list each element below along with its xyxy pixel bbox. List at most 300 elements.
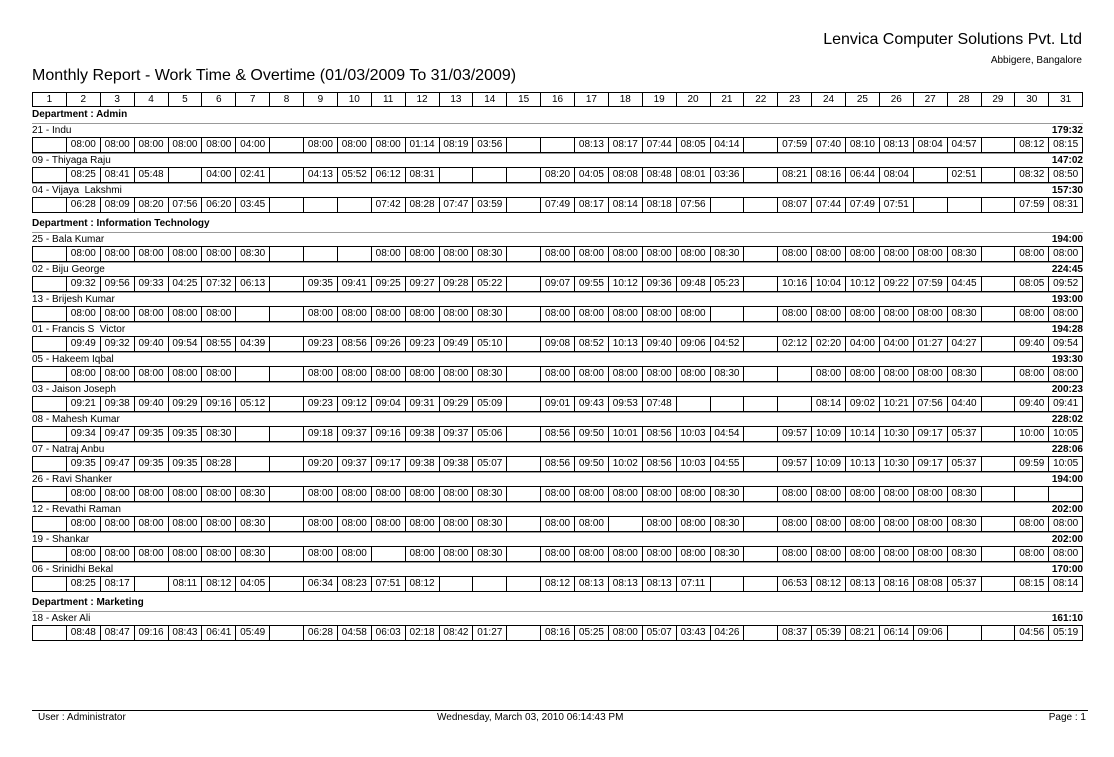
footer-datetime: Wednesday, March 03, 2010 06:14:43 PM: [437, 712, 624, 723]
employee-total: 202:00: [1051, 534, 1083, 545]
day-time-cell: 02:18: [405, 626, 439, 640]
day-time-cell: [743, 427, 777, 441]
day-time-cell: 08:32: [1014, 168, 1048, 182]
employee-row: [32, 123, 1083, 137]
day-time-cell: [33, 367, 66, 381]
day-time-cell: 09:34: [66, 427, 100, 441]
day-time-cell: 01:27: [913, 337, 947, 351]
day-time-cell: 08:00: [608, 247, 642, 261]
day-time-cell: 09:50: [574, 427, 608, 441]
day-time-cell: 08:30: [472, 517, 506, 531]
day-time-cell: 08:14: [1048, 577, 1082, 591]
day-time-cell: 08:00: [201, 247, 235, 261]
day-time-cell: 10:13: [608, 337, 642, 351]
day-time-cell: 09:41: [337, 277, 371, 291]
employee-row: [32, 322, 1083, 336]
day-time-cell: 08:00: [913, 247, 947, 261]
day-time-cell: 10:00: [1014, 427, 1048, 441]
day-time-cell: [981, 517, 1015, 531]
day-time-cell: [269, 337, 303, 351]
day-time-cell: 08:56: [642, 457, 676, 471]
day-time-cell: [303, 198, 337, 212]
day-time-cell: [710, 577, 744, 591]
day-time-cell: [269, 168, 303, 182]
day-time-cell: [33, 577, 66, 591]
day-time-cell: 07:59: [1014, 198, 1048, 212]
day-header-cell: 28: [947, 93, 981, 106]
employee-total: 147:02: [1051, 155, 1083, 166]
day-time-cell: 08:56: [337, 337, 371, 351]
day-header-cell: 26: [879, 93, 913, 106]
day-time-cell: 08:00: [540, 517, 574, 531]
employee-total: 224:45: [1051, 264, 1083, 275]
day-time-cell: 09:18: [303, 427, 337, 441]
day-time-cell: 10:09: [811, 427, 845, 441]
day-time-cell: [269, 367, 303, 381]
day-time-cell: [981, 277, 1015, 291]
day-time-cell: 08:00: [168, 547, 202, 561]
day-time-cell: 09:32: [100, 337, 134, 351]
day-time-cell: 08:00: [642, 307, 676, 321]
day-time-cell: [743, 547, 777, 561]
day-time-cell: 08:00: [608, 307, 642, 321]
day-time-cell: 07:56: [676, 198, 710, 212]
day-time-cell: 09:35: [134, 427, 168, 441]
day-time-cell: 08:00: [811, 487, 845, 501]
day-time-cell: 08:00: [845, 547, 879, 561]
day-time-cell: 09:27: [405, 277, 439, 291]
day-time-cell: 10:14: [845, 427, 879, 441]
day-time-cell: 08:08: [913, 577, 947, 591]
report-title: Monthly Report - Work Time & Overtime (01/03/2009 To 31/03/2009): [32, 67, 517, 84]
day-time-cell: [439, 577, 473, 591]
employee-day-times: [32, 456, 1083, 472]
day-time-cell: [33, 517, 66, 531]
day-time-cell: 10:30: [879, 457, 913, 471]
day-time-cell: 08:00: [574, 487, 608, 501]
day-time-cell: [743, 277, 777, 291]
day-time-cell: 04:05: [235, 577, 269, 591]
day-time-cell: 08:00: [845, 247, 879, 261]
day-time-cell: 08:48: [66, 626, 100, 640]
day-time-cell: 10:09: [811, 457, 845, 471]
employee-total: 194:00: [1051, 234, 1083, 245]
day-time-cell: [506, 367, 540, 381]
employee-name: 25 - Bala Kumar: [32, 234, 105, 245]
day-time-cell: 05:49: [235, 626, 269, 640]
employee-name: 18 - Asker Ali: [32, 613, 91, 624]
day-time-cell: 09:17: [913, 427, 947, 441]
day-time-cell: 08:05: [676, 138, 710, 152]
day-time-cell: 09:38: [439, 457, 473, 471]
day-time-cell: 08:00: [642, 487, 676, 501]
day-time-cell: [269, 138, 303, 152]
day-header-cell: 19: [642, 93, 676, 106]
day-time-cell: 08:00: [371, 367, 405, 381]
day-time-cell: [506, 397, 540, 411]
day-time-cell: 08:52: [574, 337, 608, 351]
employee-name: 01 - Francis S Victor: [32, 324, 126, 335]
employee-day-times: [32, 246, 1083, 262]
day-time-cell: [33, 626, 66, 640]
day-time-cell: [981, 307, 1015, 321]
day-time-cell: 09:52: [1048, 277, 1082, 291]
employee-day-times: [32, 625, 1083, 641]
day-time-cell: 08:13: [879, 138, 913, 152]
day-time-cell: 08:09: [100, 198, 134, 212]
day-time-cell: 08:00: [168, 517, 202, 531]
day-time-cell: 08:00: [303, 138, 337, 152]
day-time-cell: 07:11: [676, 577, 710, 591]
day-time-cell: [235, 427, 269, 441]
day-time-cell: 04:39: [235, 337, 269, 351]
day-time-cell: 09:29: [439, 397, 473, 411]
day-time-cell: 08:30: [472, 367, 506, 381]
day-time-cell: [506, 457, 540, 471]
day-time-cell: 08:00: [66, 247, 100, 261]
day-time-cell: 08:30: [235, 517, 269, 531]
report-body: [32, 107, 1083, 641]
day-time-cell: 08:00: [168, 307, 202, 321]
day-time-cell: [743, 337, 777, 351]
day-time-cell: 09:31: [405, 397, 439, 411]
day-time-cell: 09:16: [201, 397, 235, 411]
day-time-cell: [743, 577, 777, 591]
day-time-cell: [743, 168, 777, 182]
day-time-cell: 07:42: [371, 198, 405, 212]
day-time-cell: 08:42: [439, 626, 473, 640]
day-time-cell: 10:05: [1048, 427, 1082, 441]
day-header-cell: 22: [743, 93, 777, 106]
day-time-cell: 08:25: [66, 168, 100, 182]
day-time-cell: [506, 487, 540, 501]
employee-total: 157:30: [1051, 185, 1083, 196]
day-time-cell: 06:13: [235, 277, 269, 291]
day-time-cell: [33, 247, 66, 261]
day-header-cell: 14: [472, 93, 506, 106]
day-time-cell: 09:36: [642, 277, 676, 291]
day-header-cell: 4: [134, 93, 168, 106]
day-time-cell: [540, 138, 574, 152]
day-time-cell: 08:00: [1048, 307, 1082, 321]
day-time-cell: 08:14: [608, 198, 642, 212]
day-time-cell: 10:12: [608, 277, 642, 291]
day-time-cell: 09:40: [1014, 337, 1048, 351]
day-time-cell: 09:40: [642, 337, 676, 351]
day-time-cell: [506, 307, 540, 321]
day-time-cell: 06:14: [879, 626, 913, 640]
day-time-cell: 10:30: [879, 427, 913, 441]
day-time-cell: 08:00: [337, 487, 371, 501]
day-time-cell: 09:37: [337, 457, 371, 471]
day-time-cell: 08:37: [777, 626, 811, 640]
day-time-cell: 08:00: [66, 307, 100, 321]
day-time-cell: 08:00: [1014, 367, 1048, 381]
day-time-cell: 08:00: [540, 247, 574, 261]
day-time-cell: 05:10: [472, 337, 506, 351]
day-time-cell: 09:20: [303, 457, 337, 471]
employee-row: [32, 153, 1083, 167]
day-time-cell: 08:30: [235, 487, 269, 501]
day-time-cell: 08:00: [642, 367, 676, 381]
day-time-cell: [269, 547, 303, 561]
day-time-cell: 08:00: [777, 487, 811, 501]
day-time-cell: 08:00: [845, 487, 879, 501]
day-time-cell: [981, 138, 1015, 152]
day-time-cell: 08:12: [540, 577, 574, 591]
day-time-cell: 09:59: [1014, 457, 1048, 471]
day-time-cell: 08:00: [540, 367, 574, 381]
employee-day-times: [32, 137, 1083, 153]
day-time-cell: 08:00: [574, 247, 608, 261]
day-time-cell: 10:05: [1048, 457, 1082, 471]
day-header-cell: 18: [608, 93, 642, 106]
day-time-cell: 04:00: [845, 337, 879, 351]
day-time-cell: 08:00: [303, 487, 337, 501]
day-time-cell: 04:13: [303, 168, 337, 182]
day-time-cell: 09:40: [134, 397, 168, 411]
day-time-cell: [472, 168, 506, 182]
employee-day-times: [32, 576, 1083, 592]
employee-name: 26 - Ravi Shanker: [32, 474, 113, 485]
day-time-cell: 05:37: [947, 577, 981, 591]
day-time-cell: 08:00: [405, 517, 439, 531]
day-time-cell: 08:18: [642, 198, 676, 212]
day-time-cell: [33, 487, 66, 501]
employee-day-times: [32, 396, 1083, 412]
day-time-cell: 09:38: [100, 397, 134, 411]
employee-name: 08 - Mahesh Kumar: [32, 414, 120, 425]
day-time-cell: 08:00: [777, 247, 811, 261]
day-time-cell: 08:00: [676, 307, 710, 321]
day-time-cell: 08:00: [777, 517, 811, 531]
day-time-cell: 08:00: [913, 487, 947, 501]
day-time-cell: 08:28: [201, 457, 235, 471]
day-time-cell: [981, 337, 1015, 351]
employee-total: 161:10: [1051, 613, 1083, 624]
day-time-cell: 08:00: [879, 487, 913, 501]
day-time-cell: 05:07: [472, 457, 506, 471]
day-header-cell: 6: [201, 93, 235, 106]
day-time-cell: 09:17: [913, 457, 947, 471]
day-time-cell: 08:12: [405, 577, 439, 591]
day-time-cell: 06:28: [66, 198, 100, 212]
employee-total: 170:00: [1051, 564, 1083, 575]
day-time-cell: [269, 626, 303, 640]
day-time-cell: 08:25: [66, 577, 100, 591]
day-time-cell: 08:00: [100, 487, 134, 501]
day-time-cell: 08:00: [811, 517, 845, 531]
day-time-cell: [1048, 487, 1082, 501]
day-time-cell: [777, 397, 811, 411]
day-time-cell: [168, 168, 202, 182]
day-time-cell: 05:39: [811, 626, 845, 640]
day-time-cell: 07:49: [845, 198, 879, 212]
day-time-cell: 10:21: [879, 397, 913, 411]
employee-total: 193:00: [1051, 294, 1083, 305]
day-time-cell: 09:06: [676, 337, 710, 351]
day-time-cell: [33, 277, 66, 291]
day-time-cell: 07:49: [540, 198, 574, 212]
company-name: Lenvica Computer Solutions Pvt. Ltd: [823, 31, 1082, 48]
employee-row: [32, 382, 1083, 396]
day-time-cell: 09:22: [879, 277, 913, 291]
day-time-cell: [913, 198, 947, 212]
day-time-cell: 08:00: [574, 307, 608, 321]
day-time-cell: [743, 517, 777, 531]
day-time-cell: 08:20: [540, 168, 574, 182]
day-time-cell: 08:00: [676, 487, 710, 501]
day-header-cell: 21: [710, 93, 744, 106]
day-time-cell: 08:30: [235, 547, 269, 561]
day-time-cell: 08:17: [100, 577, 134, 591]
day-time-cell: 08:00: [574, 517, 608, 531]
day-time-cell: 09:49: [66, 337, 100, 351]
day-time-cell: 08:00: [608, 487, 642, 501]
day-time-cell: 07:59: [777, 138, 811, 152]
day-time-cell: 08:48: [642, 168, 676, 182]
day-time-cell: 10:02: [608, 457, 642, 471]
day-time-cell: [269, 457, 303, 471]
day-time-cell: 09:35: [168, 427, 202, 441]
day-time-cell: 08:00: [405, 487, 439, 501]
day-time-cell: [743, 457, 777, 471]
day-header-cell: 29: [981, 93, 1015, 106]
day-time-cell: 08:00: [134, 307, 168, 321]
day-time-cell: 08:00: [337, 547, 371, 561]
day-time-cell: [981, 487, 1015, 501]
day-time-cell: 04:54: [710, 427, 744, 441]
footer-user: User : Administrator: [38, 712, 126, 723]
day-time-cell: 09:23: [303, 397, 337, 411]
day-time-cell: 08:00: [642, 547, 676, 561]
day-header-cell: 17: [574, 93, 608, 106]
employee-total: 194:00: [1051, 474, 1083, 485]
day-time-cell: 09:55: [574, 277, 608, 291]
day-time-cell: 04:40: [947, 397, 981, 411]
day-time-cell: 06:41: [201, 626, 235, 640]
day-time-cell: 08:17: [608, 138, 642, 152]
day-time-cell: 08:56: [642, 427, 676, 441]
day-time-cell: [1014, 487, 1048, 501]
day-time-cell: 08:50: [1048, 168, 1082, 182]
day-time-cell: 08:21: [845, 626, 879, 640]
day-time-cell: 08:00: [134, 547, 168, 561]
employee-row: [32, 532, 1083, 546]
day-time-cell: 06:12: [371, 168, 405, 182]
day-time-cell: 05:19: [1048, 626, 1082, 640]
day-time-cell: 08:30: [710, 247, 744, 261]
day-time-cell: 09:08: [540, 337, 574, 351]
day-time-cell: 09:50: [574, 457, 608, 471]
employee-day-times: [32, 276, 1083, 292]
day-time-cell: [269, 427, 303, 441]
day-time-cell: 09:29: [168, 397, 202, 411]
day-time-cell: 08:13: [574, 577, 608, 591]
day-time-cell: 10:03: [676, 457, 710, 471]
day-time-cell: 08:16: [540, 626, 574, 640]
day-time-cell: 05:22: [472, 277, 506, 291]
day-time-cell: 08:00: [134, 517, 168, 531]
day-time-cell: 08:30: [472, 487, 506, 501]
day-time-cell: 08:00: [642, 247, 676, 261]
employee-row: [32, 232, 1083, 246]
day-time-cell: [33, 307, 66, 321]
day-header-cell: 5: [168, 93, 202, 106]
day-time-cell: 08:00: [100, 517, 134, 531]
employee-day-times: [32, 546, 1083, 562]
day-time-cell: 08:00: [879, 247, 913, 261]
day-time-cell: 06:20: [201, 198, 235, 212]
day-time-cell: 08:00: [303, 367, 337, 381]
day-time-cell: 08:00: [879, 307, 913, 321]
day-time-cell: [743, 397, 777, 411]
employee-name: 13 - Brijesh Kumar: [32, 294, 115, 305]
day-time-cell: 08:00: [337, 307, 371, 321]
employee-name: 06 - Srinidhi Bekal: [32, 564, 114, 575]
day-time-cell: 08:00: [201, 517, 235, 531]
day-time-cell: [269, 487, 303, 501]
day-time-cell: 08:00: [100, 138, 134, 152]
day-time-cell: [981, 367, 1015, 381]
day-time-cell: 08:00: [913, 367, 947, 381]
day-time-cell: [269, 517, 303, 531]
day-time-cell: 08:00: [201, 307, 235, 321]
footer-divider: [32, 710, 1088, 711]
day-time-cell: [33, 337, 66, 351]
day-time-cell: 08:15: [1014, 577, 1048, 591]
day-header-cell: 10: [337, 93, 371, 106]
day-time-cell: 04:00: [879, 337, 913, 351]
day-time-cell: 05:37: [947, 457, 981, 471]
day-time-cell: 08:00: [608, 367, 642, 381]
day-time-cell: 08:04: [879, 168, 913, 182]
day-time-cell: 10:16: [777, 277, 811, 291]
day-time-cell: [269, 198, 303, 212]
day-time-cell: 08:55: [201, 337, 235, 351]
day-time-cell: 08:00: [66, 367, 100, 381]
day-header-cell: 31: [1048, 93, 1082, 106]
day-time-cell: [743, 367, 777, 381]
day-time-cell: 09:32: [66, 277, 100, 291]
day-time-cell: 08:00: [1014, 547, 1048, 561]
day-time-cell: [472, 577, 506, 591]
employee-day-times: [32, 167, 1083, 183]
day-header-cell: 12: [405, 93, 439, 106]
day-time-cell: 08:30: [947, 547, 981, 561]
day-time-cell: [235, 307, 269, 321]
day-time-cell: 08:13: [642, 577, 676, 591]
day-time-cell: [743, 307, 777, 321]
day-time-cell: 08:16: [811, 168, 845, 182]
day-time-cell: 08:00: [845, 517, 879, 531]
day-time-cell: 09:57: [777, 427, 811, 441]
day-time-cell: [439, 168, 473, 182]
day-time-cell: 08:00: [371, 487, 405, 501]
day-time-cell: 08:00: [811, 367, 845, 381]
day-time-cell: 08:00: [100, 307, 134, 321]
day-time-cell: 09:33: [134, 277, 168, 291]
day-time-cell: 07:56: [913, 397, 947, 411]
day-time-cell: 07:48: [642, 397, 676, 411]
day-time-cell: [506, 138, 540, 152]
day-time-cell: [506, 337, 540, 351]
day-time-cell: 06:03: [371, 626, 405, 640]
day-time-cell: 08:30: [947, 517, 981, 531]
day-time-cell: 08:00: [371, 307, 405, 321]
employee-row: [32, 442, 1083, 456]
day-time-cell: 03:59: [472, 198, 506, 212]
